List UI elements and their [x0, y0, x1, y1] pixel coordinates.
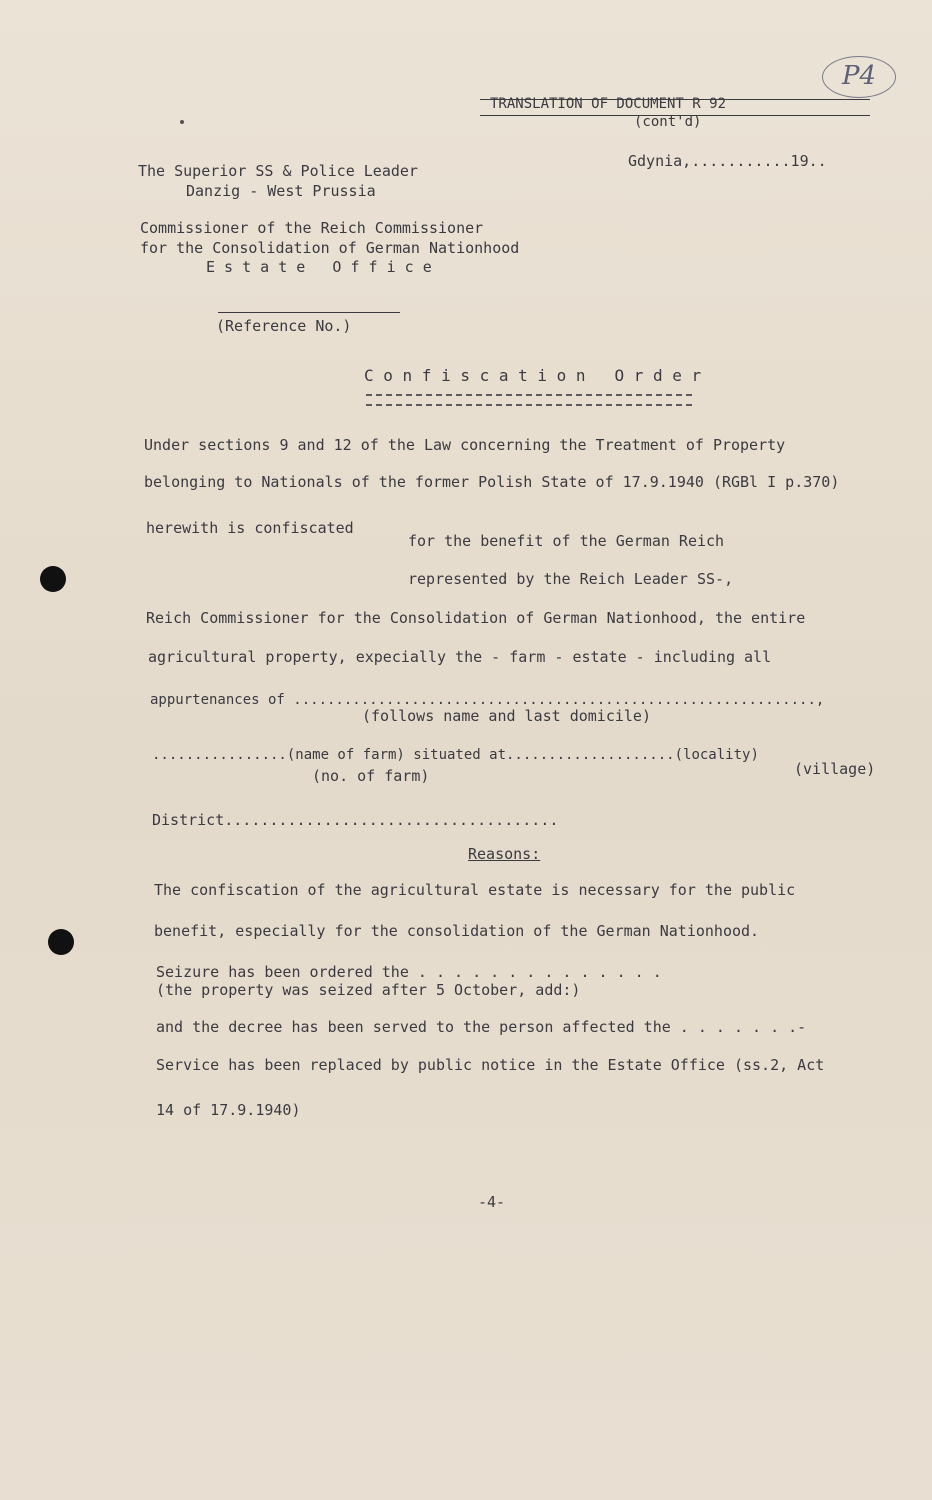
reasons-heading: Reasons:	[468, 845, 541, 863]
body-line-7: agricultural property, expecially the - farm - estate - including all	[148, 648, 772, 666]
document-title: TRANSLATION OF DOCUMENT R 92	[490, 96, 727, 112]
body-line-8-note: (follows name and last domicile)	[362, 707, 651, 725]
issuer-line-4: for the Consolidation of German Nationhood	[140, 239, 520, 257]
issuer-line-3: Commissioner of the Reich Commissioner	[140, 219, 484, 237]
body-line-3: herewith is confiscated	[146, 519, 354, 537]
order-title-underline-2	[366, 404, 692, 406]
place-date: Gdynia,...........19..	[628, 152, 827, 170]
order-title: C o n f i s c a t i o n O r d e r	[364, 366, 702, 385]
body-line-2: belonging to Nationals of the former Polish State of 17.9.1940 (RGBl I p.370)	[144, 473, 840, 491]
body-line-9-village: (village)	[794, 760, 876, 778]
reasons-line-5: Service has been replaced by public notice in the Estate Office (ss.2, Act	[156, 1056, 825, 1074]
reference-no: (Reference No.)	[216, 317, 352, 335]
punch-hole-upper	[40, 566, 66, 592]
order-title-underline-1	[366, 394, 692, 396]
body-line-10-district: District.....................................	[152, 811, 559, 829]
handwritten-page-mark: P4	[822, 56, 896, 98]
reasons-line-6: 14 of 17.9.1940)	[156, 1101, 301, 1119]
issuer-line-5: E s t a t e O f f i c e	[206, 258, 432, 276]
body-line-4: for the benefit of the German Reich	[408, 532, 725, 550]
body-line-1: Under sections 9 and 12 of the Law concerning the Treatment of Property	[144, 436, 786, 454]
page-number: -4-	[478, 1193, 506, 1211]
reasons-line-3-note: (the property was seized after 5 October, add:)	[156, 981, 581, 999]
reasons-line-1: The confiscation of the agricultural estate is necessary for the public	[154, 881, 796, 899]
body-line-6: Reich Commissioner for the Consolidation of German Nationhood, the entire	[146, 609, 806, 627]
reasons-line-4: and the decree has been served to the person affected the . . . . . . .-	[156, 1018, 807, 1036]
reference-rule	[218, 312, 400, 313]
body-line-9: ................(name of farm) situated at....................(locality)	[152, 747, 759, 763]
issuer-line-1: The Superior SS & Police Leader	[138, 162, 418, 180]
issuer-line-2: Danzig - West Prussia	[186, 182, 376, 200]
stray-mark	[180, 120, 184, 124]
body-line-9-farm-no: (no. of farm)	[312, 767, 430, 785]
reasons-line-2: benefit, especially for the consolidation of the German Nationhood.	[154, 922, 760, 940]
body-line-8: appurtenances of ..............................................................,	[150, 692, 825, 708]
contd-label: (cont'd)	[634, 114, 702, 130]
body-line-5: represented by the Reich Leader SS-,	[408, 570, 734, 588]
reasons-line-3: Seizure has been ordered the . . . . . . . . . . . . . .	[156, 963, 662, 981]
punch-hole-lower	[48, 929, 74, 955]
